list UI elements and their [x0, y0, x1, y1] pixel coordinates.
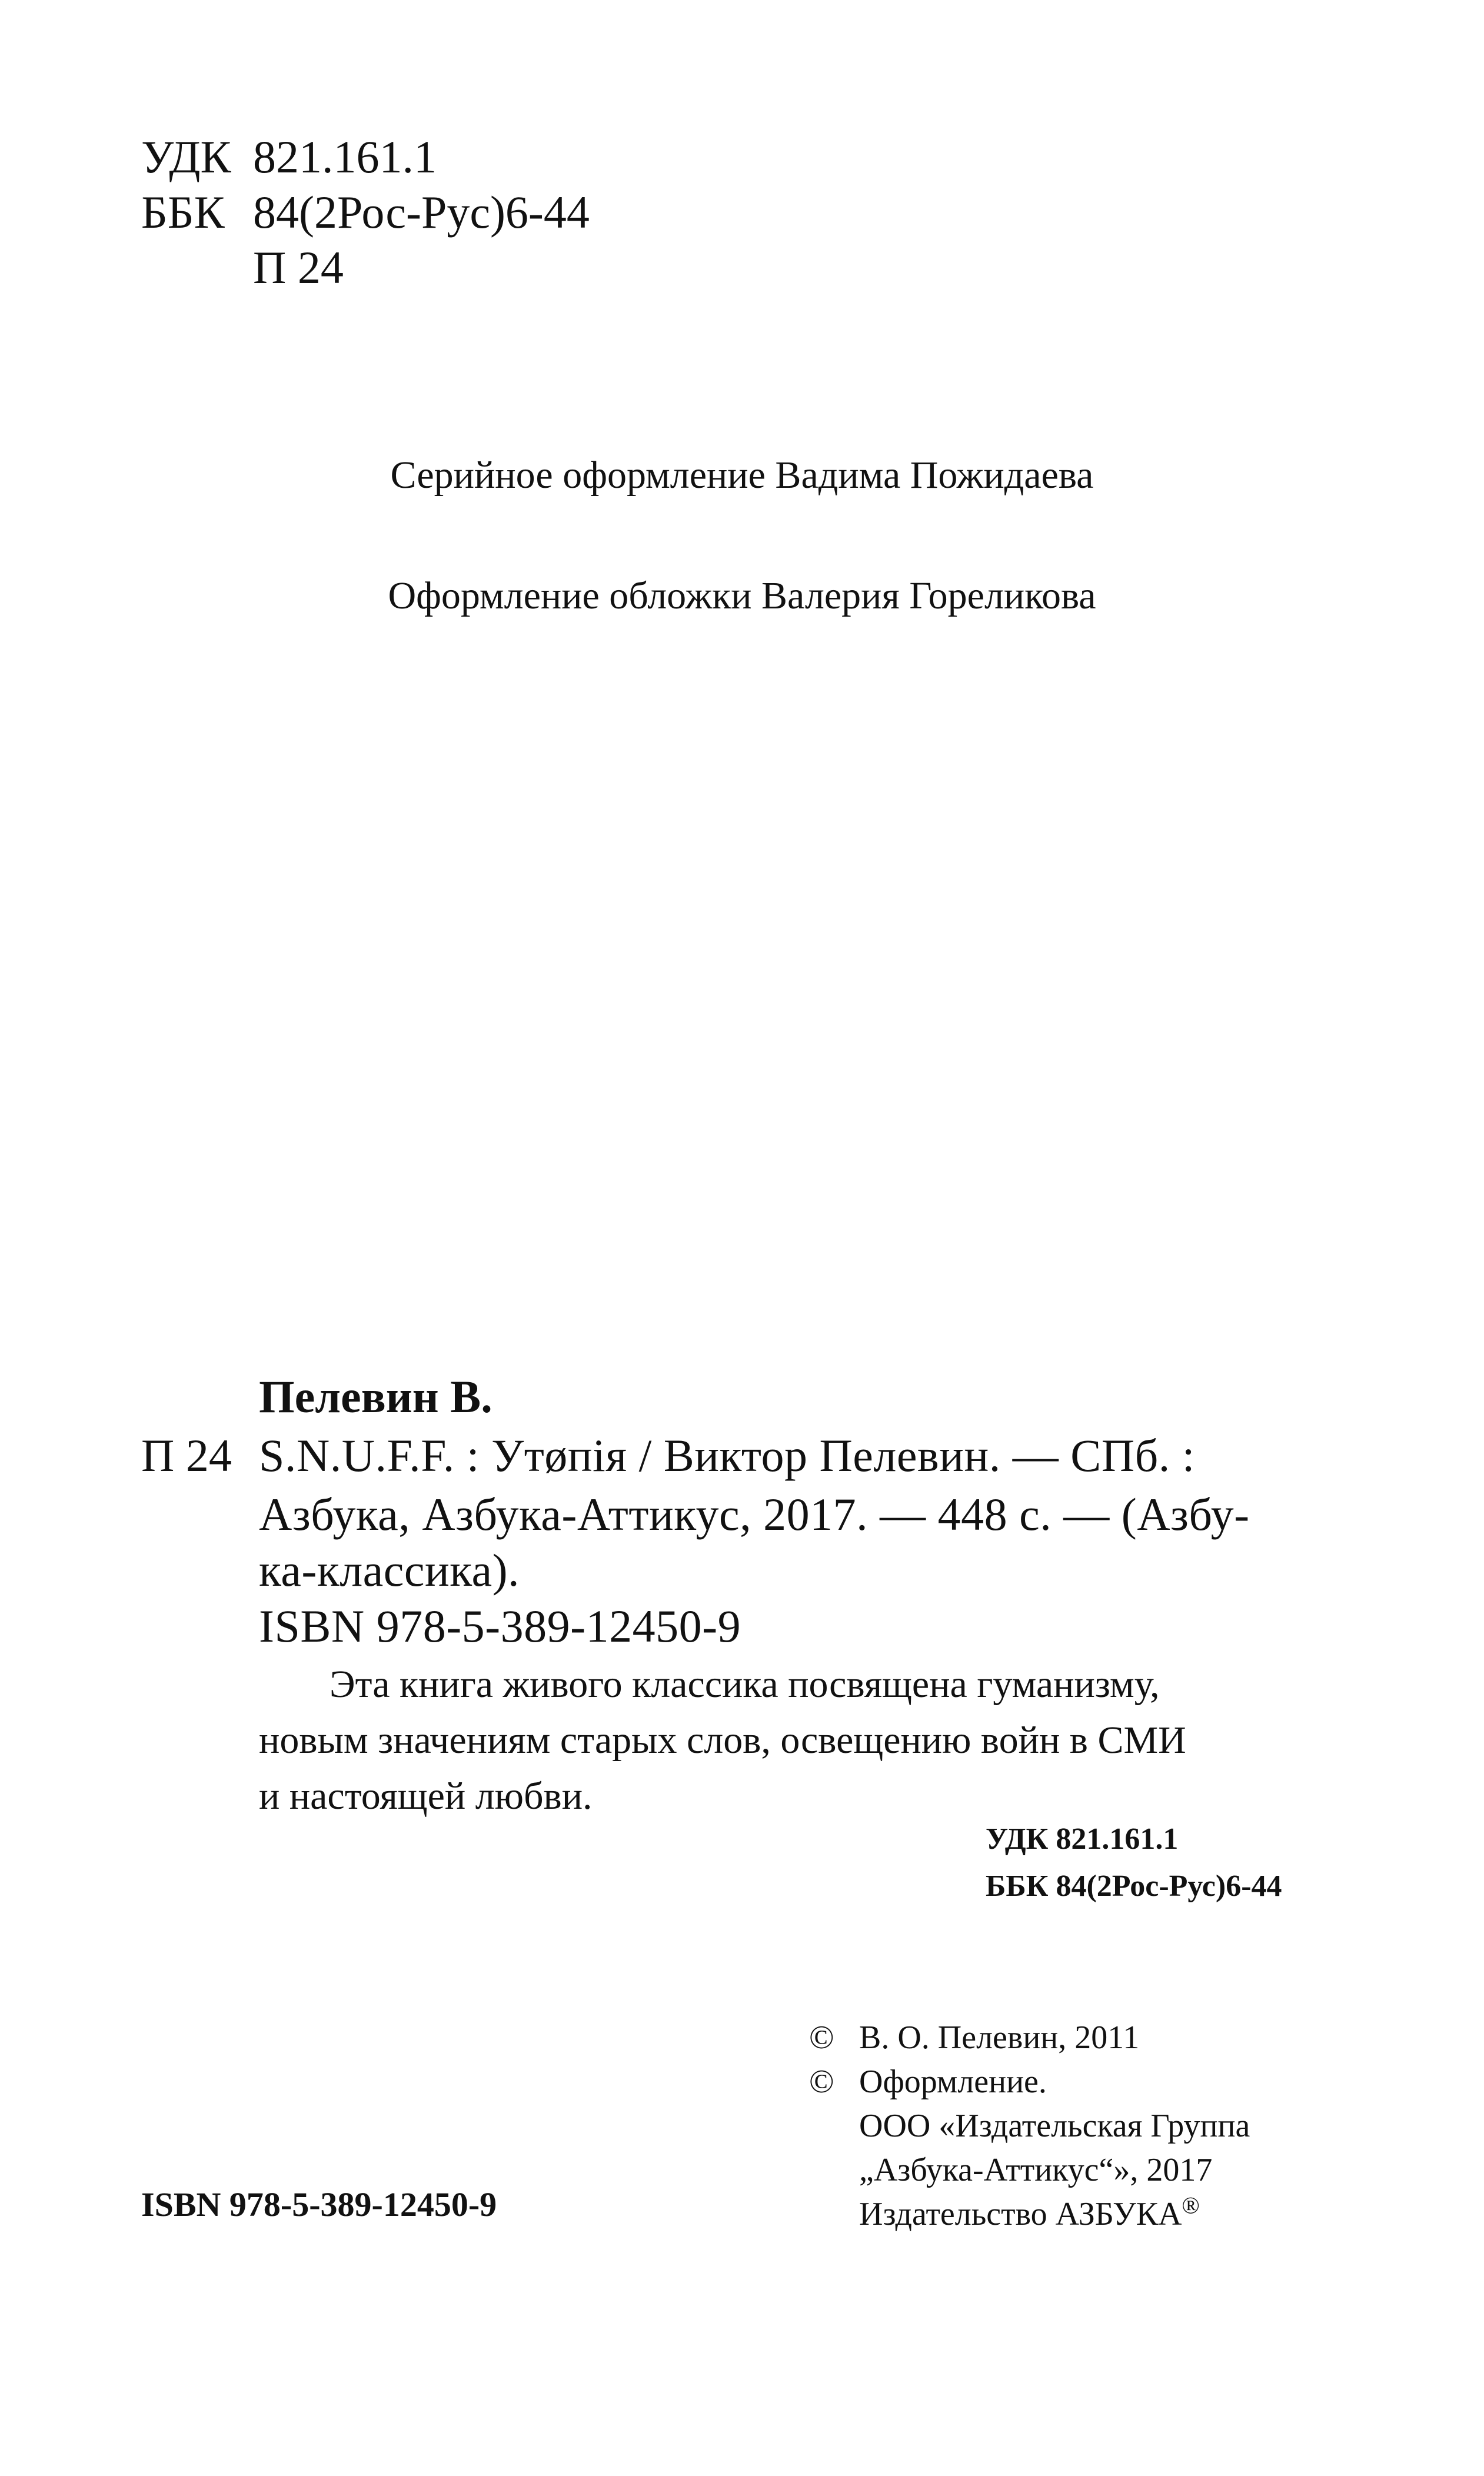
bbk-bold: ББК 84(2Рос-Рус)6-44 [986, 1869, 1282, 1903]
bib-series-line: ка-классика). [259, 1545, 520, 1596]
author-mark: П 24 [253, 242, 344, 293]
registered-mark: ® [1182, 2192, 1200, 2219]
copyright-design: Оформление. [859, 2064, 1047, 2100]
copyright-author: В. О. Пелевин, 2011 [859, 2019, 1140, 2056]
bib-publisher-line: Азбука, Азбука-Аттикус, 2017. — 448 с. — (Азбу- [259, 1489, 1250, 1540]
udk-bold: УДК 821.161.1 [986, 1822, 1179, 1856]
copyright-publisher-1: ООО «Издательская Группа [859, 2108, 1250, 2144]
annotation-line-2: новым значениям старых слов, освещению войн в СМИ [259, 1719, 1186, 1762]
publisher-name: Издательство АЗБУКА [859, 2196, 1182, 2232]
bib-mark: П 24 [141, 1430, 232, 1481]
bib-isbn-line: ISBN 978-5-389-12450-9 [259, 1600, 741, 1652]
series-design-credit: Серийное оформление Вадима Пожидаева [390, 454, 1094, 497]
annotation-line-1: Эта книга живого классика посвящена гуманизму, [330, 1663, 1160, 1706]
copyright-publisher-2: „Азбука-Аттикус“», 2017 [859, 2152, 1213, 2188]
bbk-value: 84(2Рос-Рус)6-44 [253, 187, 590, 238]
isbn-bottom: ISBN 978-5-389-12450-9 [141, 2185, 497, 2224]
cover-design-credit: Оформление обложки Валерия Гореликова [388, 574, 1096, 617]
copyright-symbol-2: © [809, 2064, 834, 2100]
copyright-symbol-1: © [809, 2019, 834, 2056]
bib-title-line: S.N.U.F.F. : Утøпiя / Виктор Пелевин. — СПб. : [259, 1430, 1195, 1481]
copyright-publisher-3 [859, 2192, 1200, 2232]
bbk-label: ББК [141, 187, 225, 238]
udk-label: УДК [141, 131, 231, 182]
udk-value: 821.161.1 [253, 131, 437, 182]
author-heading: Пелевин В. [259, 1371, 493, 1422]
annotation-line-3: и настоящей любви. [259, 1775, 593, 1818]
